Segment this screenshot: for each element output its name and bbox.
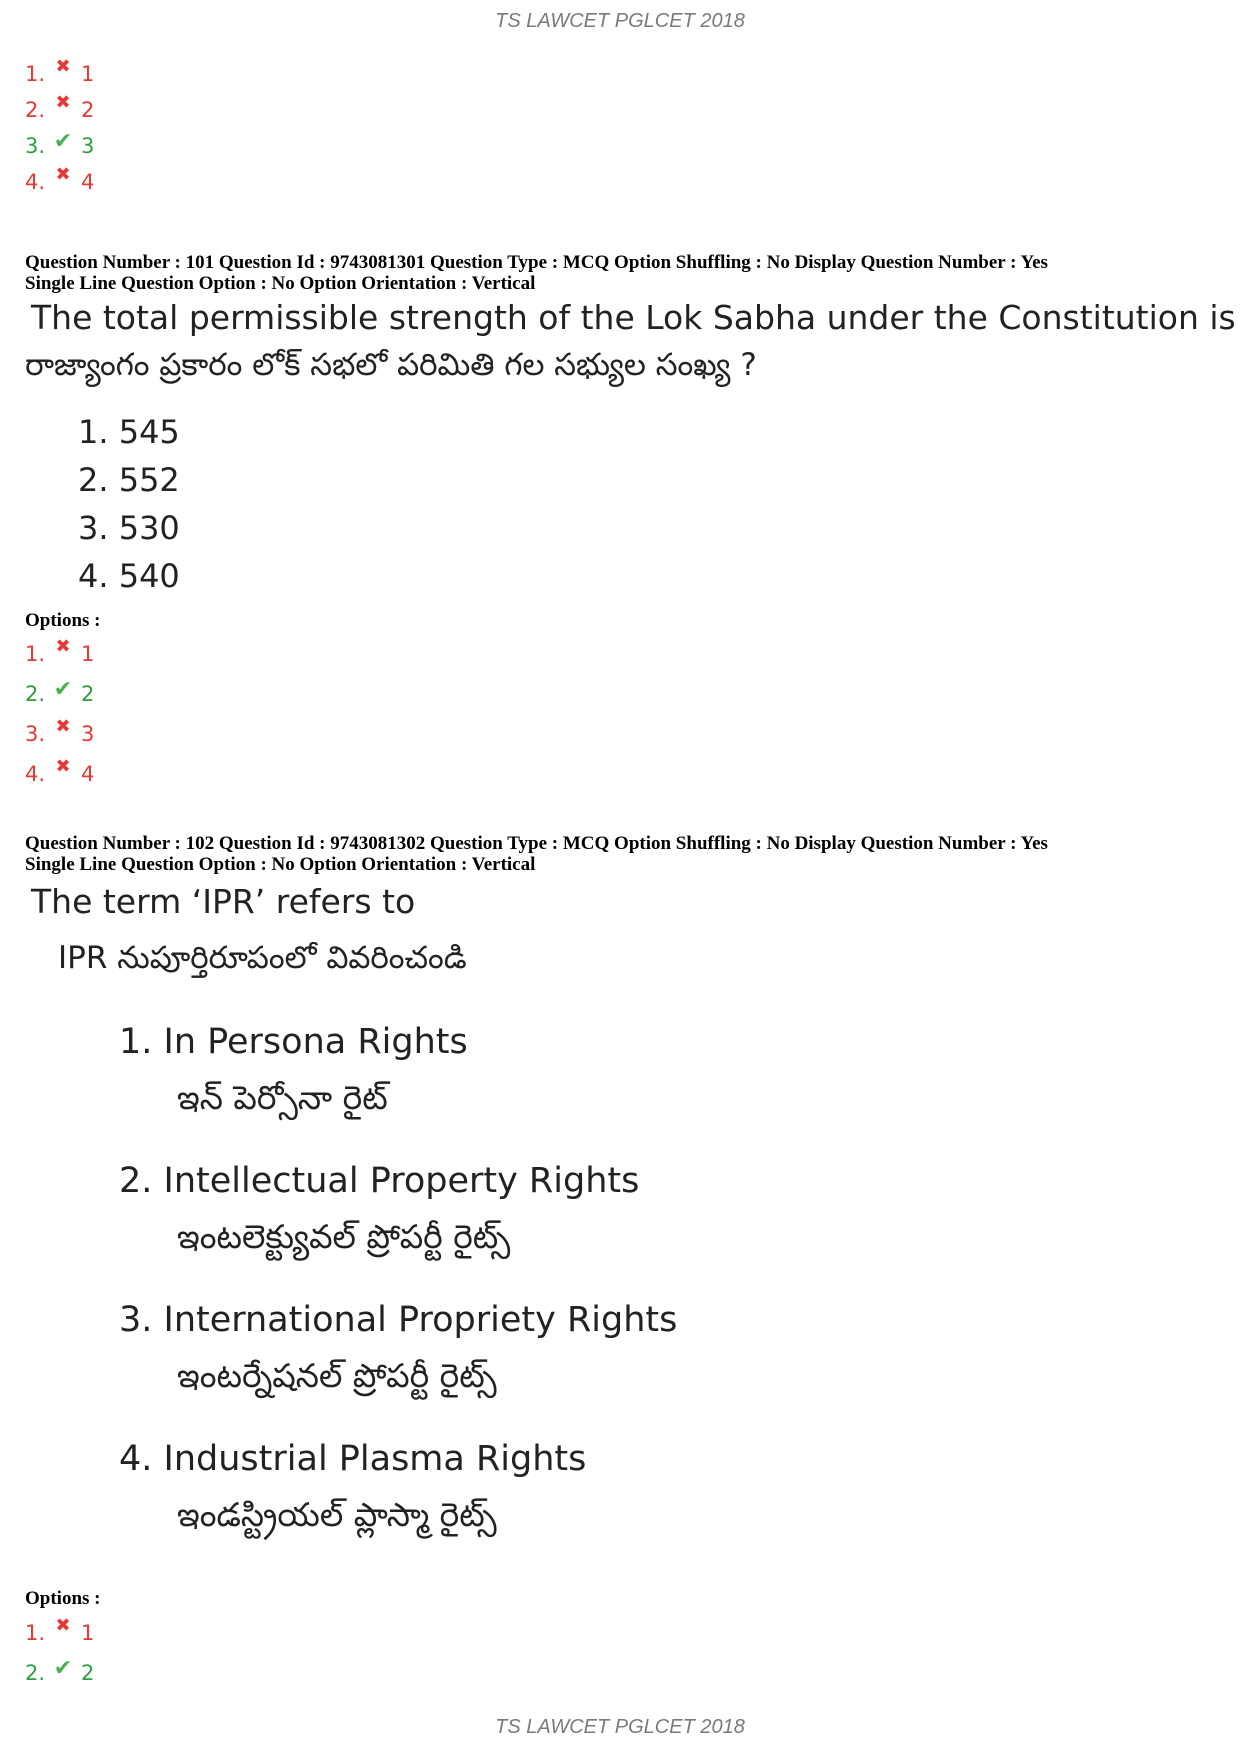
- cross-icon: ✖: [55, 756, 71, 777]
- q102-choice-2-en: 2. Intellectual Property Rights: [119, 1161, 640, 1201]
- page-header: TS LAWCET PGLCET 2018: [495, 10, 745, 32]
- q102-choice-1-te: ఇన్ పెర్సోనా రైట్: [177, 1078, 388, 1117]
- option-number: 1.: [25, 1621, 46, 1645]
- option-number: 2.: [25, 98, 46, 122]
- check-icon: ✔: [53, 129, 73, 154]
- option-number: 1.: [25, 62, 46, 86]
- q102-choice-1-en: 1. In Persona Rights: [119, 1022, 468, 1062]
- q101-options-label: Options :: [25, 610, 101, 631]
- check-icon: ✔: [53, 1656, 73, 1681]
- option-number: 2.: [25, 1661, 46, 1685]
- option-value: 1: [81, 62, 95, 86]
- q102-meta-line2: Single Line Question Option : No Option Orientation : Vertical: [25, 854, 536, 875]
- option-value: 2: [81, 98, 95, 122]
- q102-choice-4-en: 4. Industrial Plasma Rights: [119, 1439, 587, 1479]
- q101-option-2: [25, 676, 94, 712]
- q102-option-1: [25, 1615, 94, 1651]
- cross-icon: ✖: [55, 92, 71, 113]
- q101-choice-2: 2. 552: [78, 461, 180, 499]
- q101-choice-1: 1. 545: [78, 413, 180, 451]
- q102-question-en: The term ‘IPR’ refers to: [31, 882, 416, 921]
- option-value: 3: [81, 722, 95, 746]
- option-value: 2: [81, 1661, 95, 1685]
- option-value: 3: [81, 134, 95, 158]
- option-number: 2.: [25, 682, 46, 706]
- q101-choice-3: 3. 530: [78, 509, 180, 547]
- option-number: 1.: [25, 642, 46, 666]
- option-value: 2: [81, 682, 95, 706]
- option-number: 3.: [25, 134, 46, 158]
- q102-meta-line1: Question Number : 102 Question Id : 9743081302 Question Type : MCQ Option Shuffling : No Display Question Number : Yes: [25, 833, 1048, 854]
- q102-option-2: [25, 1655, 94, 1691]
- prev-option-2: [25, 92, 94, 128]
- q101-meta-line2: Single Line Question Option : No Option Orientation : Vertical: [25, 273, 536, 294]
- q101-option-4: [25, 756, 94, 792]
- q101-question-en: The total permissible strength of the Lok Sabha under the Constitution is: [31, 298, 1236, 337]
- cross-icon: ✖: [55, 716, 71, 737]
- q101-option-1: [25, 636, 94, 672]
- check-icon: ✔: [53, 677, 73, 702]
- q101-meta-line1: Question Number : 101 Question Id : 9743081301 Question Type : MCQ Option Shuffling : No Display Question Number : Yes: [25, 252, 1048, 273]
- q102-question-te: IPR నుపూర్తిరూపంలో వివరించండి: [58, 940, 467, 976]
- option-value: 1: [81, 642, 95, 666]
- q102-choice-4-te: ఇండస్ట్రియల్ ప్లాస్మా రైట్స్: [177, 1495, 497, 1534]
- prev-option-4: [25, 164, 94, 200]
- option-number: 4.: [25, 170, 46, 194]
- option-number: 4.: [25, 762, 46, 786]
- q101-option-3: [25, 716, 94, 752]
- cross-icon: ✖: [55, 636, 71, 657]
- q101-question-te: రాజ్యాంగం ప్రకారం లోక్ సభలో పరిమితి గల సభ్యుల సంఖ్య ?: [25, 347, 757, 383]
- q102-options-label: Options :: [25, 1588, 101, 1609]
- cross-icon: ✖: [55, 1615, 71, 1636]
- cross-icon: ✖: [55, 56, 71, 77]
- page-footer: TS LAWCET PGLCET 2018: [495, 1716, 745, 1738]
- option-value: 4: [81, 762, 95, 786]
- option-value: 4: [81, 170, 95, 194]
- cross-icon: ✖: [55, 164, 71, 185]
- q102-choice-3-en: 3. International Propriety Rights: [119, 1300, 678, 1340]
- q102-choice-3-te: ఇంటర్నేషనల్ ప్రోపర్టీ రైట్స్: [177, 1356, 497, 1395]
- option-number: 3.: [25, 722, 46, 746]
- option-value: 1: [81, 1621, 95, 1645]
- q102-choice-2-te: ఇంటలెక్ట్యువల్ ప్రోపర్టీ రైట్స్: [177, 1217, 511, 1256]
- q101-choice-4: 4. 540: [78, 557, 180, 595]
